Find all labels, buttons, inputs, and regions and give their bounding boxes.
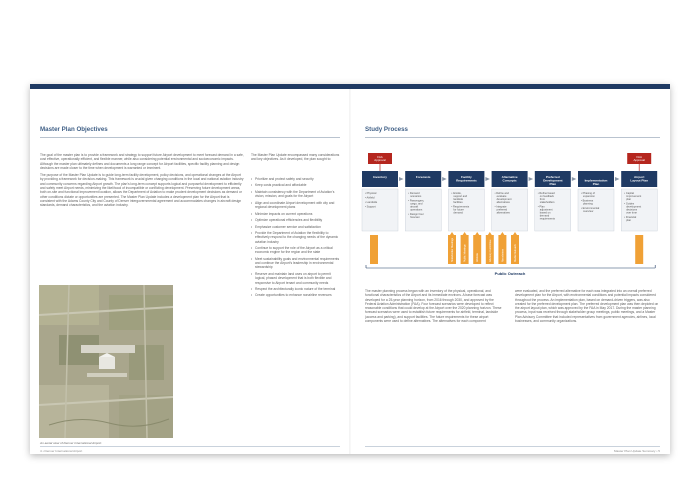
objective-item: • Emphasize customer service and satisfaction (251, 225, 341, 229)
outreach-activity-label: Newsletters (501, 248, 505, 262)
objective-item: • Respect the architecturally iconic nature of the terminal (251, 287, 341, 291)
process-arrow (529, 177, 534, 181)
aerial-photo-caption: An aerial view of Denver International Airport. (40, 441, 103, 445)
process-step-item: • Passengers, cargo, and aircraft operations (408, 199, 425, 212)
objective-item: • Keep costs practical and affordable (251, 183, 341, 187)
section-heading-objectives: Master Plan Objectives (40, 126, 108, 133)
outreach-activity-label: Stakeholder Meetings (451, 237, 454, 262)
process-step-item: • Plan adjustment based on demand requirements (537, 205, 555, 221)
outreach-activity-label: Advisory Committee (488, 239, 492, 262)
outreach-activity-label: Media Outreach (514, 244, 517, 262)
process-arrow (485, 177, 490, 181)
objective-item: • Continue to support the role of the Airport as a critical economic engine for the region and the state (251, 246, 341, 255)
objective-item: • Provide the Department of Aviation the flexibility to effectively respond to the changing needs of the dynamic aviation industry (251, 231, 341, 244)
objectives-paragraph-1: The goal of the master plan is to provide a framework and strategy to support future Airport development to meet forecast demand in a safe, cost effective, operationally efficient, and flexible manner, while also considering potential environmental and socioeconomic impacts. Although the master plan ultimately defines and documents a long range concept for Airport facilities, specific facility planning and design decisions are made closer to the time when development is warranted or imminent. (40, 153, 244, 170)
outreach-activity-label: Website (476, 253, 480, 262)
study-process-paragraph-1: The master planning process began with an inventory of the physical, operational, and functional characteristics of the Airport and its immediate environs. A base forecast was developed for a 25-year planning horizon, from 2016 through 2030, and approved by the Federal Aviation Administration (FAA). Four forecast scenarios were developed to reflect reasonable conditions that could develop at the Airport over the 2020 planning horizon. These forecast scenarios were used to establish future requirements for airfield, terminal, landside (access and parking), and support facilities. The future requirements for these airport components were used to define alternatives. The alternatives for each component (365, 289, 502, 324)
outreach-arrow (463, 232, 467, 235)
process-step-title: Forecasts (415, 175, 431, 179)
faa-approval-label: FAA Approval (633, 155, 645, 163)
process-step-item: • Phasing of expansion (581, 192, 595, 198)
process-arrow (442, 177, 447, 181)
process-step-item: • Demand scenarios (408, 192, 422, 198)
process-arrow (615, 177, 620, 181)
right-footer: Master Plan Update Summary • 5 (614, 449, 660, 453)
left-footer: 4 • Denver International Airport (40, 449, 83, 453)
left-footer-rule (40, 446, 340, 447)
process-step-item: • Airfield (365, 196, 375, 200)
objectives-paragraph-2: The purpose of the Master Plan Update is to guide long-term facility development, policy decisions, and operational changes at the Airport by providing a framework for decision-making. This framework is crucial given changing conditions in the local and national aviation industry and community concerns regarding Airport growth. The plan's long-term concept supports logical and purposeful development to efficiently and safely meet Airport needs, minimizing the likelihood of incompatible or conflicting development. Preserving future development areas, both on-site and functional improvement location, allows the Department of Aviation to make prudent development decisions as demand or other conditions dictate or opportunities are presented. The Master Plan Update includes a development plan for the Airport that is consistent with the Adams County City and County of Denver intergovernmental agreement and accommodates changes in aircraft design standards, demand characteristics, and the aviation industry. (40, 173, 244, 208)
process-step-item: • Design hour forecast (408, 213, 424, 219)
right-footer-rule (365, 446, 660, 447)
outreach-activity-label: Public Meetings (463, 244, 467, 262)
aerial-photo-graphic (39, 285, 173, 438)
process-arrow (572, 177, 577, 181)
document-spread (30, 84, 670, 454)
study-process-paragraph-2: were evaluated, and the preferred alternative for each was integrated into an overall preferred development plan for the Airport, with environmental conditions and potential impacts considered throughout the process. An implementation plan, based on demand-driven triggers, was also created for the preferred development plan. The preferred development plan was then depicted on the airport layout plan, which was approved by the FAA in May 2017. During the master planning process, input was received through stakeholder group meetings, public meetings, and a Master Plan Advisory Committee that included representatives from government agencies, airlines, local businesses, and community organizations. (515, 289, 659, 324)
process-step-item: • Define and evaluate development alternatives (494, 192, 512, 204)
process-step-item: • Environmental overview (581, 207, 600, 213)
process-step-item: • Support (365, 205, 376, 209)
process-step-body (362, 189, 398, 231)
process-step-title: Facility Requirements (456, 175, 477, 183)
process-step-title: Implementation Plan (584, 178, 608, 186)
objective-item: • Align and coordinate Airport development with city and regional development plans (251, 201, 341, 210)
outreach-arrow (513, 232, 517, 235)
objective-item: • Optimize operational efficiencies and flexibility (251, 218, 341, 222)
process-step-item: • Business planning (581, 199, 594, 206)
objective-item: • Create opportunities to enhance nonairline revenues (251, 293, 341, 297)
process-step-item: • Airside, support and landside facilities (451, 192, 468, 204)
study-process-diagram (360, 151, 660, 281)
outreach-arrow (500, 232, 504, 235)
faa-approval-label: FAA Approval (374, 155, 386, 163)
process-step-item: • Physical (365, 192, 377, 195)
objectives-body (40, 153, 245, 211)
process-step-item: • Capital improvement plan (624, 192, 642, 201)
objectives-intro: The Master Plan Update encompassed many considerations and key objectives. As it developed, the plan sought to: (251, 153, 340, 162)
outreach-side-box (370, 235, 378, 264)
process-step-item: • Refine based on feedback from stakeholders (537, 192, 555, 204)
process-flow-graphic (360, 151, 660, 281)
outreach-arrow (475, 232, 479, 235)
objective-item: • Reserve and maintain land uses on airport to permit logical, phased development that is both flexible and responsive to Airport tenant and community needs (251, 272, 341, 285)
process-step-item: • Financial plan (624, 216, 637, 222)
process-step-header (405, 171, 441, 187)
process-step-title: Preferred Development Plan (543, 175, 563, 186)
section-heading-study-process: Study Process (365, 126, 408, 133)
right-page (350, 89, 670, 454)
public-outreach-label: Public Outreach (494, 271, 526, 276)
process-step-title: Airport Layout Plan (630, 175, 648, 183)
objectives-list (251, 177, 341, 300)
objective-item: • Maintain consistency with the Department of Aviation's vision, mission, and goals for the Airport (251, 190, 341, 199)
outreach-arrow (450, 232, 454, 235)
objective-item: • Meet sustainability goals and environmental requirements and continue the Airport's leadership in environmental stewardship (251, 257, 341, 270)
process-step-item: • Integrate preferred alternatives (494, 205, 510, 215)
process-step-item: • Landside (365, 201, 378, 204)
objective-item: • Minimize impacts on current operations (251, 212, 341, 216)
process-step-item: • Guides development decisions over time (624, 202, 642, 215)
heading-rule (40, 137, 340, 138)
outreach-side-box (635, 235, 643, 264)
process-step-title: Inventory (373, 175, 387, 179)
outreach-arrow (488, 232, 492, 235)
process-step-item: • Requirements for future demand (451, 205, 470, 215)
left-page (30, 89, 350, 454)
process-arrow (399, 177, 404, 181)
aerial-photo (39, 285, 173, 438)
heading-rule-right (365, 137, 660, 138)
process-step-title: Alternative Concepts (501, 175, 518, 183)
process-step-header (362, 171, 398, 187)
objective-item: • Prioritize and protect safety and security (251, 177, 341, 181)
